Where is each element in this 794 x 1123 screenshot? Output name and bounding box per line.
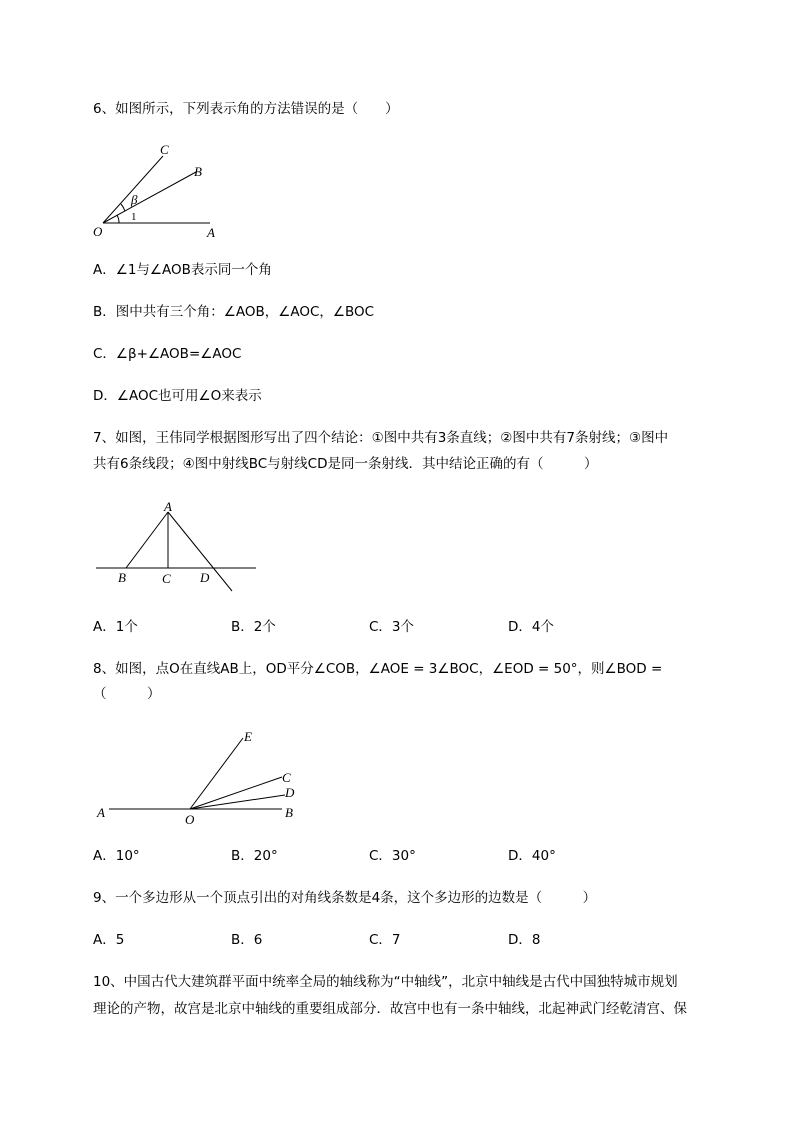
q7-stem-line1: 7、如图，王伟同学根据图形写出了四个结论：①图中共有3条直线；②图中共有7条射线；③图中 xyxy=(93,430,669,446)
q7-option-c: C．3个 xyxy=(369,619,415,635)
q8-option-b: B．20° xyxy=(231,848,278,864)
q6-option-b: B．图中共有三个角：∠AOB，∠AOC，∠BOC xyxy=(93,304,375,320)
q10-line1: 10、中国古代大建筑群平面中统率全局的轴线称为“中轴线”，北京中轴线是古代中国独特城市规划 xyxy=(93,974,678,990)
label-a: A xyxy=(164,499,172,514)
q7-figure xyxy=(90,495,270,595)
q6-option-a: A．∠1与∠AOB表示同一个角 xyxy=(93,262,272,278)
label-c: C xyxy=(162,571,171,586)
label-o: O xyxy=(93,224,103,239)
label-beta: β xyxy=(131,192,138,207)
label-d: D xyxy=(285,785,295,800)
ray-od xyxy=(190,795,285,809)
q10-line2: 理论的产物，故宫是北京中轴线的重要组成部分．故宫中也有一条中轴线，北起神武门经乾清宫、保 xyxy=(93,1001,687,1017)
q6-option-c: C．∠β+∠AOB=∠AOC xyxy=(93,346,242,362)
q9-option-d: D．8 xyxy=(508,932,541,948)
q7-option-d: D．4个 xyxy=(508,619,554,635)
label-1: 1 xyxy=(131,211,137,223)
q7-stem-line2: 共有6条线段；④图中射线BC与射线CD是同一条射线．其中结论正确的有（ ） xyxy=(93,456,598,472)
q9-stem: 9、一个多边形从一个顶点引出的对角线条数是4条，这个多边形的边数是（ ） xyxy=(93,890,597,906)
q8-stem-line2: （ ） xyxy=(93,686,161,702)
label-b: B xyxy=(194,164,202,179)
ray-oc xyxy=(190,777,282,809)
label-c: C xyxy=(160,142,169,157)
q8-option-c: C．30° xyxy=(369,848,416,864)
q8-option-d: D．40° xyxy=(508,848,556,864)
q8-option-a: A．10° xyxy=(93,848,140,864)
q8-figure xyxy=(90,725,310,830)
angle-1-arc xyxy=(117,215,119,223)
label-e: E xyxy=(244,729,252,744)
angle-beta-arc xyxy=(121,204,125,211)
q9-option-b: B．6 xyxy=(231,932,263,948)
label-c: C xyxy=(282,770,291,785)
q6-figure xyxy=(88,140,228,240)
label-a: A xyxy=(207,225,215,240)
q9-option-a: A．5 xyxy=(93,932,125,948)
ray-oe xyxy=(190,738,243,809)
segment-ab xyxy=(126,512,168,568)
label-o: O xyxy=(185,812,195,827)
q7-option-a: A．1个 xyxy=(93,619,138,635)
q8-stem-line1: 8、如图，点O在直线AB上，OD平分∠COB，∠AOE = 3∠BOC，∠EOD = 50°，则∠BOD = xyxy=(93,661,663,677)
q6-stem: 6、如图所示，下列表示角的方法错误的是（ ） xyxy=(93,101,399,117)
label-a: A xyxy=(97,805,105,820)
label-b: B xyxy=(118,570,126,585)
q9-option-c: C．7 xyxy=(369,932,401,948)
q7-option-b: B．2个 xyxy=(231,619,276,635)
q6-option-d: D．∠AOC也可用∠O来表示 xyxy=(93,388,262,404)
label-b: B xyxy=(285,805,293,820)
label-d: D xyxy=(200,570,210,585)
